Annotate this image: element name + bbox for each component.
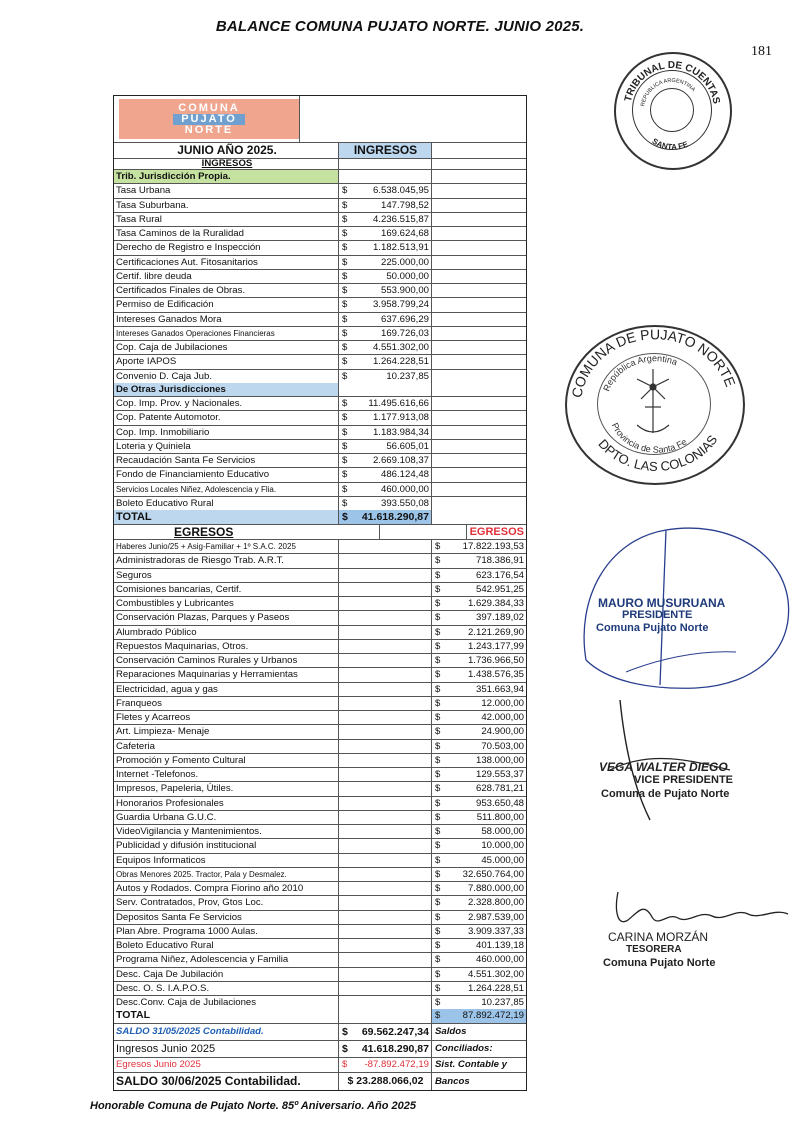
amount-value: 542.951,25 <box>475 583 524 595</box>
table-row <box>114 711 526 725</box>
table-row <box>114 497 526 510</box>
table-row <box>114 939 526 953</box>
table-row <box>114 597 526 611</box>
amount-value: 628.781,21 <box>475 783 524 795</box>
total-ingresos-currency: $ <box>342 511 348 523</box>
row-label: Cop. Caja de Jubilaciones <box>114 341 339 354</box>
row-label: Art. Limpieza- Menaje <box>114 725 339 738</box>
row-label: Conservación Caminos Rurales y Urbanos <box>114 654 339 667</box>
amount-value: 138.000,00 <box>475 754 524 766</box>
currency-symbol: $ <box>342 313 348 325</box>
row-label: Reparaciones Maquinarias y Herramientas <box>114 668 339 681</box>
currency-symbol: $ <box>342 412 348 424</box>
currency-symbol: $ <box>435 569 441 581</box>
signature-presidente-name: MAURO MUSURUANA <box>598 596 726 610</box>
signature-vice-org: Comuna de Pujato Norte <box>601 788 730 800</box>
total-ingresos-label: TOTAL <box>114 510 339 524</box>
table-row <box>114 184 526 198</box>
table-row <box>114 440 526 454</box>
currency-symbol: $ <box>342 356 348 368</box>
amount-value: 147.798,52 <box>380 199 429 211</box>
amount-value: 397.189,02 <box>475 612 524 624</box>
row-label: Alumbrado Público <box>114 626 339 639</box>
table-row <box>114 982 526 996</box>
row-label: Serv. Contratados, Prov, Gtos Loc. <box>114 896 339 909</box>
saldo-note-3: Sist. Contable y <box>435 1058 507 1070</box>
amount-value: 1.264.228,51 <box>467 982 524 994</box>
table-row <box>114 583 526 597</box>
comuna-seal-top-text: COMUNA DE PUJATO NORTE <box>568 326 739 399</box>
row-label: Programa Niñez, Adolescencia y Familia <box>114 953 339 966</box>
row-label: Certif. libre deuda <box>114 270 339 283</box>
table-row <box>114 370 526 383</box>
amount-value: 11.495.616,66 <box>368 398 429 409</box>
table-row <box>114 227 526 241</box>
row-label: Publicidad y difusión institucional <box>114 839 339 852</box>
currency-symbol: $ <box>342 256 348 268</box>
table-row <box>114 868 526 882</box>
amount-value: 2.328.800,00 <box>467 897 524 909</box>
table-row <box>114 468 526 482</box>
currency-symbol: $ <box>342 455 348 466</box>
logo-line-2: PUJATO <box>173 114 245 125</box>
table-row <box>114 270 526 284</box>
total-egresos-value: 87.892.472,19 <box>462 1010 524 1022</box>
row-label: Tasa Caminos de la Ruralidad <box>114 227 339 240</box>
row-label: Permiso de Edificación <box>114 298 339 311</box>
row-label: Plan Abre. Programa 1000 Aulas. <box>114 925 339 938</box>
row-label: Loteria y Quiniela <box>114 440 339 453</box>
table-row <box>114 298 526 312</box>
amount-value: 6.538.045,95 <box>372 185 429 197</box>
row-label: Repuestos Maquinarias, Otros. <box>114 640 339 653</box>
table-row <box>114 697 526 711</box>
currency-symbol: $ <box>342 398 348 409</box>
egresos-mes-label: Egresos Junio 2025 <box>114 1058 339 1072</box>
amount-value: 50.000,00 <box>386 270 429 282</box>
row-label: Intereses Ganados Operaciones Financieras <box>114 327 339 340</box>
saldo-inicial-label: SALDO 31/05/2025 Contabilidad. <box>114 1024 339 1040</box>
table-row <box>114 341 526 355</box>
row-label: Fondo de Financiamiento Educativo <box>114 468 339 481</box>
amount-value: 1.177.913,08 <box>372 412 429 424</box>
currency-symbol: $ <box>435 940 441 951</box>
signature-vice-name: VEGA WALTER DIEGO <box>599 760 728 774</box>
signature-presidente-role: PRESIDENTE <box>622 609 693 621</box>
row-label: Comisiones bancarias, Certif. <box>114 583 339 596</box>
currency-symbol: $ <box>435 697 441 709</box>
currency-symbol: $ <box>435 997 441 1008</box>
currency-symbol: $ <box>342 285 348 296</box>
row-label: Obras Menores 2025. Tractor, Pala y Desmalez. <box>114 868 339 881</box>
table-row <box>114 654 526 668</box>
amount-value: 2.669.108,37 <box>372 455 429 466</box>
amount-value: 32.650.764,00 <box>462 868 524 880</box>
signature-tesorera-org: Comuna Pujato Norte <box>603 957 716 969</box>
currency-symbol: $ <box>435 555 441 567</box>
row-label: Electricidad, agua y gas <box>114 683 339 696</box>
currency-symbol: $ <box>435 954 441 966</box>
amount-value: 12.000,00 <box>481 697 524 709</box>
row-label: Promoción y Fomento Cultural <box>114 754 339 767</box>
ingresos-mes-value: 41.618.290,87 <box>361 1042 429 1055</box>
ingresos-subheader: INGRESOS <box>114 159 339 169</box>
amount-value: 42.000,00 <box>481 712 524 723</box>
currency-symbol: $ <box>342 440 348 452</box>
table-row <box>114 725 526 739</box>
currency-symbol: $ <box>342 299 348 311</box>
amount-value: 351.663,94 <box>475 683 524 695</box>
currency-symbol: $ <box>435 740 441 752</box>
row-label: Autos y Rodados. Compra Fiorino año 2010 <box>114 882 339 895</box>
table-row <box>114 213 526 227</box>
tribunal-seal-text: TRIBUNAL DE CUENTAS <box>622 59 722 105</box>
amount-value: 4.236.515,87 <box>372 213 429 225</box>
amount-value: 169.726,03 <box>380 327 429 339</box>
egresos-list <box>114 540 526 1009</box>
currency-symbol: $ <box>435 811 441 823</box>
svg-text:República Argentina <box>601 353 679 392</box>
amount-value: 58.000,00 <box>481 826 524 837</box>
ingresos-header: INGRESOS <box>339 143 432 158</box>
amount-value: 1.182.513,91 <box>372 242 429 254</box>
table-row <box>114 953 526 967</box>
row-label: Depositos Santa Fe Servicios <box>114 911 339 924</box>
ingresos-mes-label: Ingresos Junio 2025 <box>114 1041 339 1057</box>
row-label: VideoVigilancia y Mantenimientos. <box>114 825 339 838</box>
amount-value: 393.550,08 <box>380 497 429 509</box>
currency-symbol: $ <box>435 769 441 780</box>
currency-symbol: $ <box>435 683 441 695</box>
logo-line-1: COMUNA <box>178 101 240 114</box>
row-label: Boleto Educativo Rural <box>114 939 339 952</box>
section-trib-propia: Trib. Jurisdicción Propia. <box>114 170 339 183</box>
row-label: Aporte IAPOS <box>114 355 339 368</box>
amount-value: 56.605,01 <box>386 440 429 452</box>
row-label: Administradoras de Riesgo Trab. A.R.T. <box>114 554 339 567</box>
currency-symbol: $ <box>435 925 441 937</box>
currency-symbol: $ <box>435 726 441 738</box>
table-row <box>114 782 526 796</box>
currency-symbol: $ <box>435 911 441 923</box>
currency-symbol: $ <box>342 327 348 339</box>
amount-value: 1.243.177,99 <box>467 640 524 652</box>
amount-value: 70.503,00 <box>481 740 524 752</box>
amount-value: 3.958.799,24 <box>372 299 429 311</box>
row-label: Intereses Ganados Mora <box>114 313 339 326</box>
table-row <box>114 925 526 939</box>
table-row <box>114 626 526 640</box>
row-label: Certificaciones Aut. Fitosanitarios <box>114 256 339 269</box>
amount-value: 45.000,00 <box>481 854 524 866</box>
table-row <box>114 199 526 213</box>
row-label: Desc.Conv. Caja de Jubilaciones <box>114 996 339 1009</box>
amount-value: 17.822.193,53 <box>462 541 524 552</box>
table-row <box>114 754 526 768</box>
table-row <box>114 968 526 982</box>
row-label: Guardia Urbana G.U.C. <box>114 811 339 824</box>
signature-vice-role: VICE PRESIDENTE <box>634 774 734 786</box>
currency-symbol: $ <box>342 497 348 509</box>
row-label: Internet -Telefonos. <box>114 768 339 781</box>
currency-symbol: $ <box>435 541 441 552</box>
amount-value: 637.696,29 <box>380 313 429 325</box>
currency-symbol: $ <box>435 626 441 638</box>
row-label: Franqueos <box>114 697 339 710</box>
row-label: Cop. Imp. Prov. y Nacionales. <box>114 397 339 410</box>
amount-value: 2.121.269,90 <box>467 626 524 638</box>
currency-symbol: $ <box>435 655 441 666</box>
table-row <box>114 540 526 554</box>
ingresos-mes-currency: $ <box>342 1042 348 1055</box>
svg-text:REPUBLICA ARGENTINA <box>640 78 696 107</box>
amount-value: 169.624,68 <box>380 228 429 239</box>
row-label: Boleto Educativo Rural <box>114 497 339 510</box>
table-row <box>114 854 526 868</box>
currency-symbol: $ <box>435 868 441 880</box>
table-row <box>114 397 526 411</box>
comuna-seal <box>565 325 745 485</box>
table-row <box>114 611 526 625</box>
saldo-inicial-currency: $ <box>342 1025 348 1038</box>
currency-symbol: $ <box>435 754 441 766</box>
amount-value: 401.139,18 <box>475 940 524 951</box>
egresos-mes-currency: $ <box>342 1058 348 1070</box>
row-label: Recaudación Santa Fe Servicios <box>114 454 339 467</box>
currency-symbol: $ <box>435 712 441 723</box>
row-label: Seguros <box>114 569 339 582</box>
saldo-note-4: Bancos <box>435 1075 470 1087</box>
amount-value: 953.650,48 <box>475 797 524 809</box>
period-label: JUNIO AÑO 2025. <box>114 143 339 158</box>
comuna-logo <box>119 99 299 139</box>
table-row <box>114 355 526 369</box>
row-label: Haberes Junio/25 + Asig-Familiar + 1º S.A.C. 2025 <box>114 540 339 553</box>
windmill-icon <box>637 369 669 433</box>
currency-symbol: $ <box>342 483 348 495</box>
total-egresos-label: TOTAL <box>114 1009 339 1022</box>
row-label: Honorarios Profesionales <box>114 797 339 810</box>
svg-text:SANTA FE <box>650 137 690 152</box>
row-label: Desc. Caja De Jubilación <box>114 968 339 981</box>
table-row <box>114 839 526 853</box>
amount-value: 511.800,00 <box>476 811 524 823</box>
table-row <box>114 454 526 468</box>
row-label: Conservación Plazas, Parques y Paseos <box>114 611 339 624</box>
amount-value: 486.124,48 <box>380 469 429 481</box>
table-row <box>114 668 526 682</box>
row-label: Desc. O. S. I.A.P.O.S. <box>114 982 339 995</box>
table-row <box>114 569 526 583</box>
amount-value: 1.438.576,35 <box>467 669 524 681</box>
signature-presidente-org: Comuna Pujato Norte <box>596 622 709 634</box>
saldo-final-value: $ 23.288.066,02 <box>339 1073 432 1090</box>
table-row <box>114 411 526 425</box>
saldo-note-1: Saldos <box>435 1025 467 1037</box>
row-label: Cop. Patente Automotor. <box>114 411 339 424</box>
row-label: Tasa Urbana <box>114 184 339 197</box>
amount-value: 10.237,85 <box>481 997 524 1008</box>
row-label: Fletes y Acarreos <box>114 711 339 724</box>
logo-row <box>114 96 526 143</box>
amount-value: 10.000,00 <box>481 840 524 852</box>
ingresos-propios-list <box>114 184 526 383</box>
total-ingresos-value: 41.618.290,87 <box>361 511 429 523</box>
currency-symbol: $ <box>342 213 348 225</box>
signature-tesorera-name: CARINA MORZÁN <box>608 930 709 944</box>
currency-symbol: $ <box>435 826 441 837</box>
table-row <box>114 996 526 1009</box>
currency-symbol: $ <box>435 612 441 624</box>
amount-value: 1.736.966,50 <box>467 655 524 666</box>
row-label: Convenio D. Caja Jub. <box>114 370 339 383</box>
row-label: Derecho de Registro e Inspección <box>114 241 339 254</box>
table-row <box>114 640 526 654</box>
currency-symbol: $ <box>435 840 441 852</box>
currency-symbol: $ <box>435 598 441 609</box>
amount-value: 4.551.302,00 <box>372 342 429 353</box>
row-label: Cafeteria <box>114 740 339 753</box>
amount-value: 1.264.228,51 <box>372 356 429 368</box>
row-label: Cop. Imp. Inmobiliario <box>114 426 339 439</box>
table-row <box>114 896 526 910</box>
currency-symbol: $ <box>435 783 441 795</box>
amount-value: 4.551.302,00 <box>467 968 524 980</box>
table-row <box>114 284 526 298</box>
egresos-label: EGRESOS <box>114 525 380 539</box>
ingresos-otras-list <box>114 397 526 510</box>
amount-value: 1.629.384,33 <box>467 598 524 609</box>
section-otras-jurisdicciones: De Otras Jurisdicciones <box>114 383 339 396</box>
table-row <box>114 882 526 896</box>
table-row <box>114 426 526 440</box>
amount-value: 7.880.000,00 <box>467 883 524 894</box>
amount-value: 718.386,91 <box>475 555 524 567</box>
currency-symbol: $ <box>435 883 441 894</box>
currency-symbol: $ <box>342 242 348 254</box>
tribunal-seal <box>614 52 732 170</box>
currency-symbol: $ <box>342 270 348 282</box>
table-row <box>114 256 526 270</box>
currency-symbol: $ <box>342 228 348 239</box>
amount-value: 24.900,00 <box>481 726 524 738</box>
saldo-inicial-value: 69.562.247,34 <box>361 1025 429 1038</box>
currency-symbol: $ <box>435 583 441 595</box>
page-title: BALANCE COMUNA PUJATO NORTE. JUNIO 2025. <box>215 18 585 35</box>
table-row <box>114 768 526 782</box>
footer-text: Honorable Comuna de Pujato Norte. 85º Aniversario. Año 2025 <box>90 1100 416 1112</box>
saldo-final-label: SALDO 30/06/2025 Contabilidad. <box>114 1073 339 1090</box>
table-row <box>114 683 526 697</box>
amount-value: 460.000,00 <box>380 483 429 495</box>
saldo-note-2: Conciliados: <box>435 1042 493 1054</box>
currency-symbol: $ <box>342 370 348 382</box>
amount-value: 1.183.984,34 <box>372 426 429 438</box>
amount-value: 225.000,00 <box>380 256 429 268</box>
currency-symbol: $ <box>435 897 441 909</box>
row-label: Combustibles y Lubricantes <box>114 597 339 610</box>
currency-symbol: $ <box>435 669 441 681</box>
currency-symbol: $ <box>435 982 441 994</box>
table-row <box>114 483 526 497</box>
total-egresos-currency: $ <box>435 1010 441 1022</box>
currency-symbol: $ <box>435 640 441 652</box>
amount-value: 623.176,54 <box>475 569 524 581</box>
signature-tesorera-role: TESORERA <box>626 944 682 955</box>
currency-symbol: $ <box>342 185 348 197</box>
amount-value: 10.237,85 <box>386 370 429 382</box>
row-label: Servicios Locales Niñez, Adolescencia y Flia. <box>114 483 339 496</box>
logo-line-3: NORTE <box>184 123 234 136</box>
currency-symbol: $ <box>435 854 441 866</box>
comuna-seal-bottom-text: DPTO. LAS COLONIAS <box>595 432 721 474</box>
row-label: Tasa Suburbana. <box>114 199 339 212</box>
page-number: 181 <box>751 44 772 59</box>
currency-symbol: $ <box>342 426 348 438</box>
currency-symbol: $ <box>435 797 441 809</box>
amount-value: 129.553,37 <box>475 769 524 780</box>
egresos-header: EGRESOS <box>469 526 524 538</box>
table-row <box>114 911 526 925</box>
table-row <box>114 327 526 341</box>
amount-value: 553.900,00 <box>380 285 429 296</box>
row-label: Equipos Informaticos <box>114 854 339 867</box>
currency-symbol: $ <box>342 469 348 481</box>
currency-symbol: $ <box>342 342 348 353</box>
currency-symbol: $ <box>435 968 441 980</box>
amount-value: 460.000,00 <box>475 954 524 966</box>
table-row <box>114 241 526 255</box>
table-row <box>114 554 526 568</box>
table-row <box>114 313 526 327</box>
tribunal-seal-bottom-text: SANTA FE <box>650 136 690 152</box>
row-label: Certificados Finales de Obras. <box>114 284 339 297</box>
balance-table <box>113 95 527 1091</box>
comuna-seal-inner-text-2: Provincia de Santa Fe <box>609 421 689 455</box>
comuna-seal-inner-text: República Argentina <box>601 353 679 393</box>
table-row <box>114 811 526 825</box>
currency-symbol: $ <box>342 199 348 211</box>
tribunal-seal-inner-text: REPUBLICA ARGENTINA <box>640 77 697 107</box>
row-label: Tasa Rural <box>114 213 339 226</box>
table-row <box>114 797 526 811</box>
table-row <box>114 740 526 754</box>
amount-value: 3.909.337,33 <box>467 925 524 937</box>
amount-value: 2.987.539,00 <box>467 911 524 923</box>
egresos-mes-value: -87.892.472,19 <box>364 1058 429 1070</box>
table-row <box>114 825 526 839</box>
row-label: Impresos, Papeleria, Útiles. <box>114 782 339 795</box>
